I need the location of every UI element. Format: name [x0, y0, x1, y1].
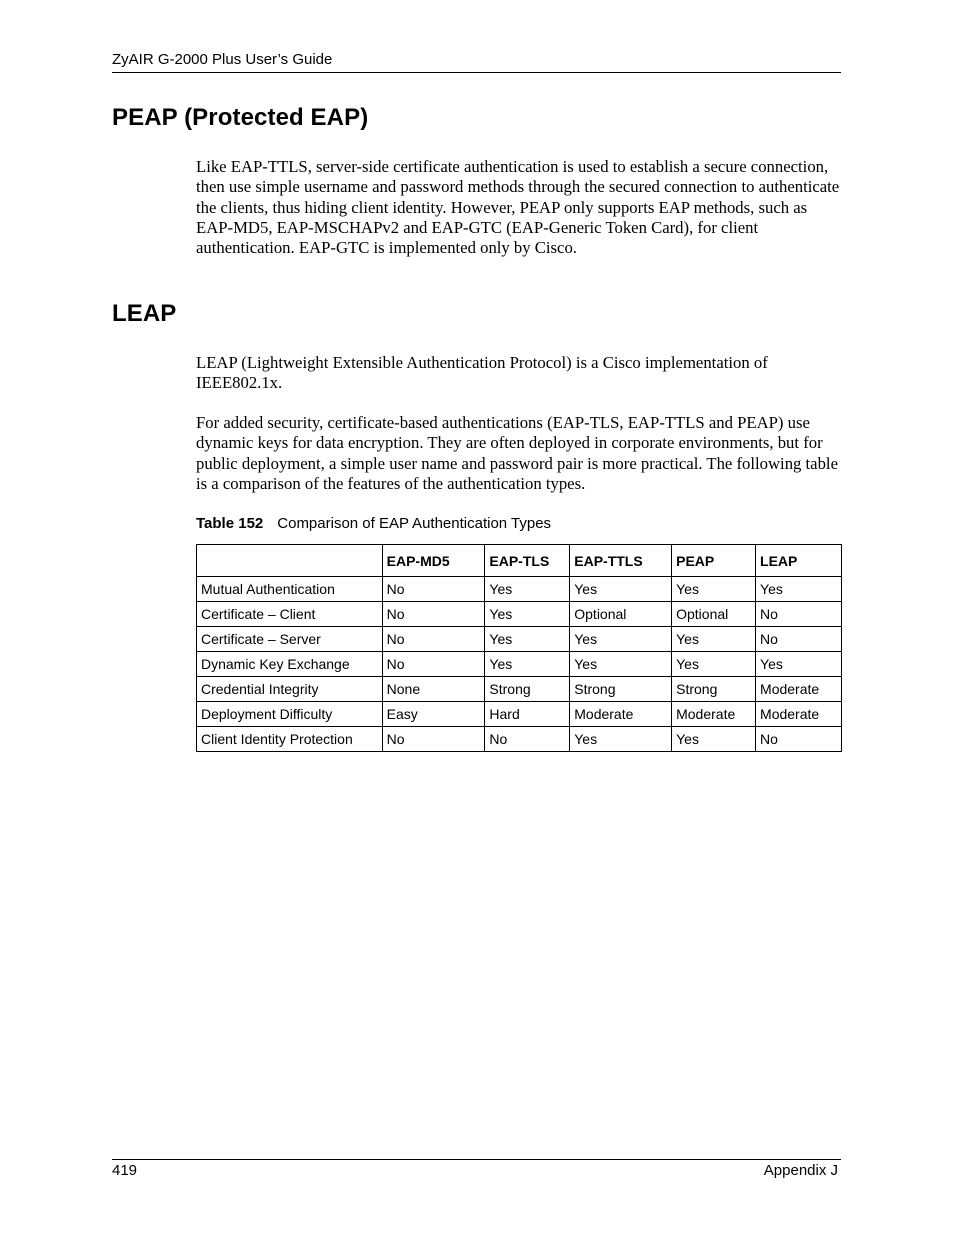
table-cell: Yes	[756, 577, 842, 602]
table-cell: No	[382, 602, 485, 627]
table-cell: Yes	[570, 577, 672, 602]
peap-paragraph: Like EAP-TTLS, server-side certificate authentication is used to establish a secure connection, then use simple username and password methods through the secured connection to authenticate the clients, thus hiding client identity. However, PEAP only supports EAP methods, such as EAP-MD5, EAP-MSCHAPv2 and EAP-GTC (EAP-Generic Token Card), for client authentication. EAP-GTC is implemented only by Cisco.	[196, 157, 840, 258]
table-cell: Optional	[672, 602, 756, 627]
header-cell-peap: PEAP	[672, 545, 756, 577]
table-cell: Yes	[672, 727, 756, 752]
table-cell: No	[382, 577, 485, 602]
table-cell: Yes	[570, 652, 672, 677]
table-cell: Moderate	[756, 702, 842, 727]
table-cell: No	[382, 627, 485, 652]
leap-paragraph-2: For added security, certificate-based authentications (EAP-TLS, EAP-TTLS and PEAP) use dynamic keys for data encryption. They are often deployed in corporate environments, but for public deployment, a simple user name and password pair is more practical. The following table is a comparison of the features of the authentication types.	[196, 413, 838, 493]
table-cell: Yes	[672, 577, 756, 602]
table-row	[197, 727, 842, 752]
table-cell: Hard	[485, 702, 570, 727]
table-cell: Yes	[756, 652, 842, 677]
table-row-label: Mutual Authentication	[197, 577, 383, 602]
table-cell: No	[485, 727, 570, 752]
leap-section-title: LEAP	[112, 300, 177, 327]
table-cell: Yes	[485, 652, 570, 677]
running-header: ZyAIR G-2000 Plus User’s Guide	[112, 51, 333, 68]
table-cell: No	[756, 627, 842, 652]
table-cell: Strong	[672, 677, 756, 702]
table-cell: No	[756, 602, 842, 627]
table-cell: Strong	[570, 677, 672, 702]
table-cell: Strong	[485, 677, 570, 702]
table-row-label: Deployment Difficulty	[197, 702, 383, 727]
table-body	[197, 577, 842, 752]
table-cell: No	[382, 652, 485, 677]
table-row-label: Certificate – Server	[197, 627, 383, 652]
table-cell: Yes	[672, 652, 756, 677]
table-row-label: Dynamic Key Exchange	[197, 652, 383, 677]
table-row-label: Client Identity Protection	[197, 727, 383, 752]
table-caption-number: Table 152	[196, 515, 264, 532]
table-row	[197, 652, 842, 677]
header-cell-leap: LEAP	[756, 545, 842, 577]
header-cell-eap-tls: EAP-TLS	[485, 545, 570, 577]
header-cell-blank	[197, 545, 383, 577]
footer-section-name: Appendix J	[763, 1162, 838, 1179]
table-row-label: Credential Integrity	[197, 677, 383, 702]
table-cell: Moderate	[570, 702, 672, 727]
table-cell: No	[382, 727, 485, 752]
footer-rule	[112, 1159, 841, 1160]
table-cell: No	[756, 727, 842, 752]
table-cell: Moderate	[672, 702, 756, 727]
table-cell: Yes	[485, 602, 570, 627]
table-row-label: Certificate – Client	[197, 602, 383, 627]
table-cell: Optional	[570, 602, 672, 627]
table-cell: Moderate	[756, 677, 842, 702]
leap-paragraph-1: LEAP (Lightweight Extensible Authentication Protocol) is a Cisco implementation of IEEE802.1x.	[196, 353, 768, 393]
page-number: 419	[112, 1162, 138, 1179]
eap-comparison-table	[196, 544, 842, 752]
table-row	[197, 602, 842, 627]
table-row	[197, 627, 842, 652]
table-caption	[196, 515, 551, 532]
table-cell: Easy	[382, 702, 485, 727]
header-cell-eap-md5: EAP-MD5	[382, 545, 485, 577]
table-caption-text: Comparison of EAP Authentication Types	[277, 515, 552, 532]
header-cell-eap-ttls: EAP-TTLS	[570, 545, 672, 577]
table-cell: Yes	[570, 627, 672, 652]
table-cell: Yes	[570, 727, 672, 752]
peap-section-title: PEAP (Protected EAP)	[112, 104, 369, 131]
table-row	[197, 577, 842, 602]
table-cell: Yes	[485, 577, 570, 602]
table-row	[197, 677, 842, 702]
table-cell: Yes	[485, 627, 570, 652]
table-cell: None	[382, 677, 485, 702]
table-row	[197, 702, 842, 727]
table-header-row	[197, 545, 842, 577]
header-rule	[112, 72, 841, 73]
table-cell: Yes	[672, 627, 756, 652]
